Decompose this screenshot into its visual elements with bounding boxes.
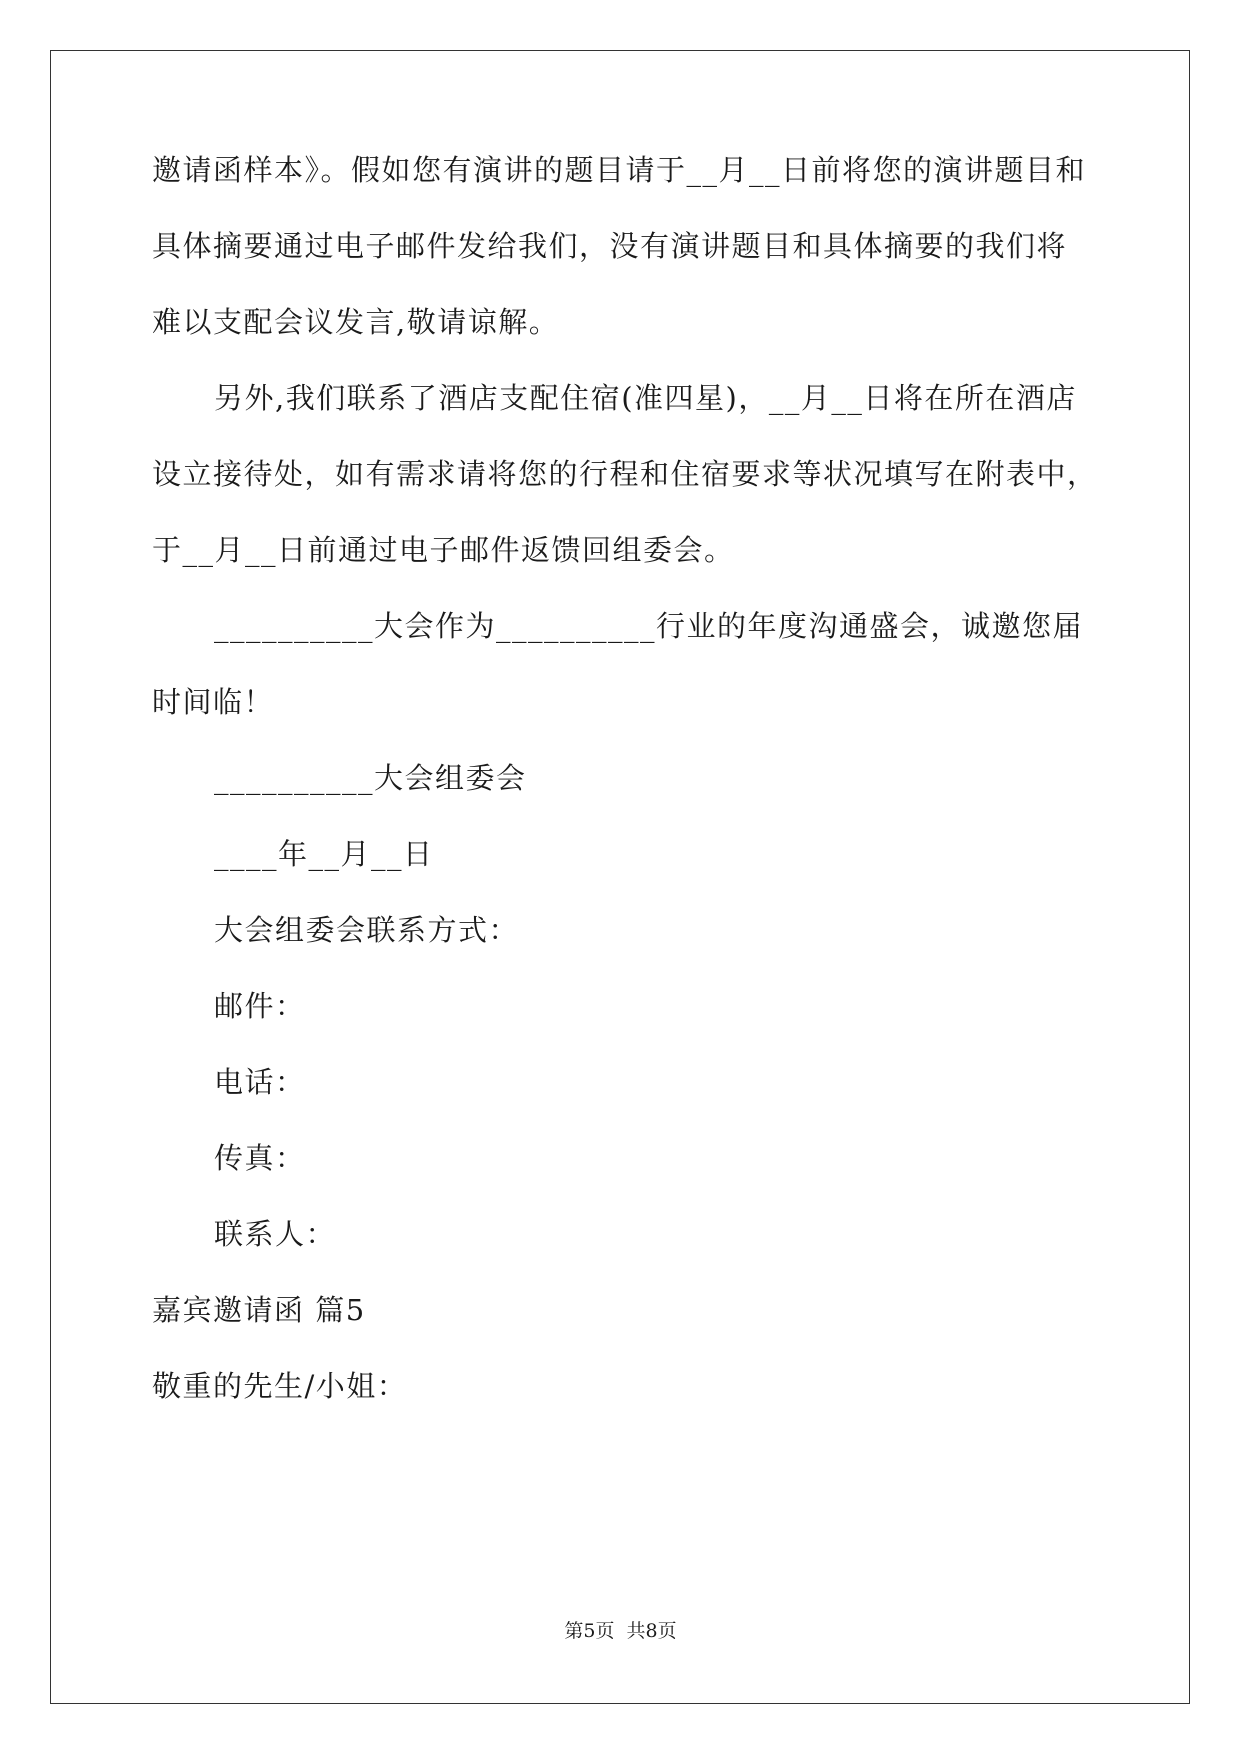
contact-heading: 大会组委会联系方式： [214,913,520,947]
paragraph-line: 邀请函样本》。假如您有演讲的题目请于__月__日前将您的演讲题目和 [152,153,1087,187]
signature-organizer: __________大会组委会 [214,761,527,795]
paragraph-line: 时间临！ [152,685,275,719]
paragraph-line: 于__月__日前通过电子邮件返馈回组委会。 [152,533,735,567]
paragraph-line: 难以支配会议发言,敬请谅解。 [152,305,560,339]
page-border [50,50,1190,1704]
contact-phone-label: 电话： [214,1065,306,1099]
signature-date: ____年__月__日 [214,837,434,871]
contact-person-label: 联系人： [214,1217,337,1251]
contact-fax-label: 传真： [214,1141,306,1175]
paragraph-line: 另外,我们联系了酒店支配住宿(准四星)，__月__日将在所在酒店 [214,381,1077,415]
section-heading: 嘉宾邀请函 篇5 [152,1293,366,1327]
paragraph-line: 设立接待处，如有需求请将您的行程和住宿要求等状况填写在附表中， [152,457,1098,491]
contact-email-label: 邮件： [214,989,306,1023]
paragraph-line: 具体摘要通过电子邮件发给我们，没有演讲题目和具体摘要的我们将 [152,229,1068,263]
paragraph-line: __________大会作为__________行业的年度沟通盛会，诚邀您届 [214,609,1084,643]
salutation: 敬重的先生/小姐： [152,1369,408,1403]
page-number: 第5页 共8页 [564,1620,677,1642]
